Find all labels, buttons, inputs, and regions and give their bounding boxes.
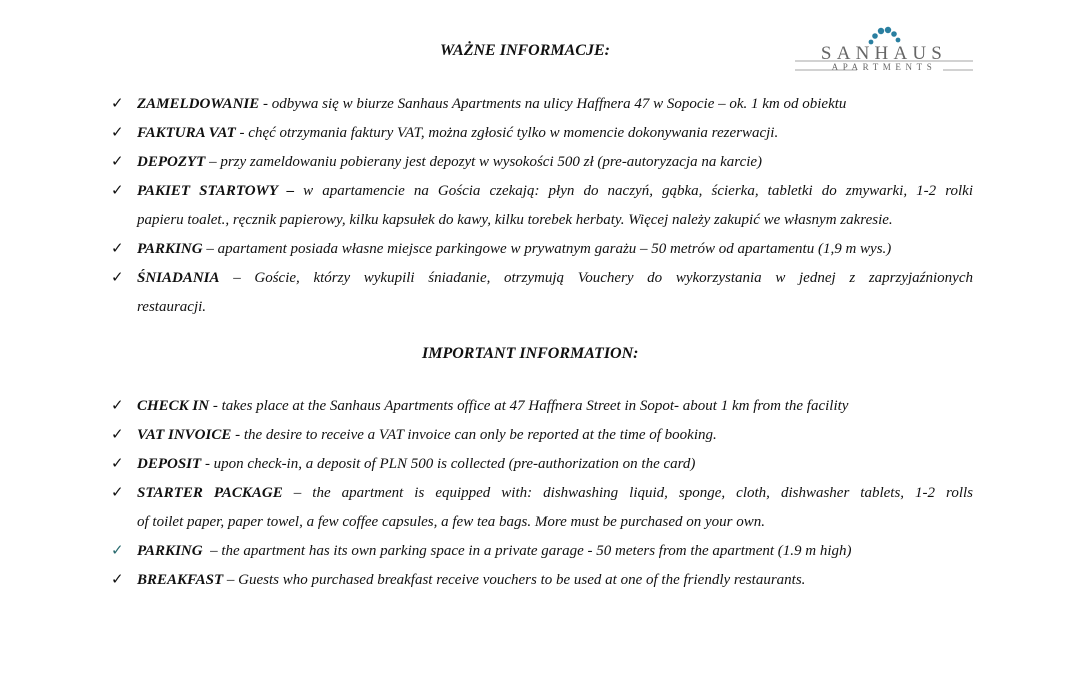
check-icon: ✓ — [111, 398, 124, 414]
item-text: – the apartment is equipped with: dishwashing liquid, sponge, cloth, dishwasher tablets, 1-2 rolls — [282, 485, 974, 501]
item-label: ŚNIADANIA — [137, 270, 220, 286]
list-item — [111, 421, 973, 450]
item-text: – Guests who purchased breakfast receive vouchers to be used at one of the friendly restaurants. — [223, 572, 806, 588]
item-text: - upon check-in, a deposit of PLN 500 is collected (pre-authorization on the card) — [201, 456, 696, 472]
logo-wordmark: SANHAUS — [820, 43, 948, 64]
item-text: – przy zameldowaniu pobierany jest depozyt w wysokości 500 zł (pre-autoryzacja na karcie) — [205, 154, 763, 170]
list-item — [111, 392, 973, 421]
check-icon: ✓ — [111, 543, 124, 559]
list-item — [111, 566, 973, 595]
item-text-continued: papieru toalet., ręcznik papierowy, kilku kapsułek do kawy, kilku torebek herbaty. Więcej należy zakupić we własnym zakresie. — [137, 212, 893, 228]
check-icon: ✓ — [111, 270, 124, 286]
item-label: STARTER PACKAGE — [137, 485, 283, 501]
item-text: – apartament posiada własne miejsce parkingowe w prywatnym garażu – 50 metrów od apartamentu (1,9 m wys.) — [202, 241, 892, 257]
check-icon: ✓ — [111, 154, 124, 170]
item-label: DEPOZYT — [137, 154, 206, 170]
check-icon: ✓ — [111, 183, 124, 199]
item-label: PAKIET STARTOWY – — [137, 183, 295, 199]
item-text: – the apartment has its own parking space in a private garage - 50 meters from the apartment (1.9 m high) — [202, 543, 852, 559]
item-text-continued: restauracji. — [137, 299, 207, 315]
list-item — [111, 537, 973, 566]
item-text: – Goście, którzy wykupili śniadanie, otrzymują Vouchery do wykorzystania w jednej z zaprzyjaźnionych — [219, 270, 973, 286]
item-text: - takes place at the Sanhaus Apartments office at 47 Haffnera Street in Sopot- about 1 km from the facility — [209, 398, 849, 414]
item-text: - odbywa się w biurze Sanhaus Apartments na ulicy Haffnera 47 w Sopocie – ok. 1 km od obiektu — [259, 96, 847, 112]
item-text: w apartamencie na Gościa czekają: płyn do naczyń, gąbka, ścierka, tabletki do zmywarki, 1-2 rolki — [294, 183, 973, 199]
item-label: PARKING — [137, 543, 203, 559]
list-item — [111, 235, 973, 264]
item-label: ZAMELDOWANIE — [137, 96, 260, 112]
item-label: PARKING — [137, 241, 203, 257]
check-icon: ✓ — [111, 572, 124, 588]
list-item — [111, 119, 973, 148]
check-icon: ✓ — [111, 485, 124, 501]
list-item — [111, 90, 973, 119]
check-icon: ✓ — [111, 427, 124, 443]
list-item — [111, 177, 973, 235]
logo-subtitle: APARTMENTS — [831, 62, 937, 72]
item-label: DEPOSIT — [137, 456, 202, 472]
check-icon: ✓ — [111, 96, 124, 112]
item-label: VAT INVOICE — [137, 427, 232, 443]
list-item — [111, 264, 973, 322]
item-text-continued: of toilet paper, paper towel, a few coffee capsules, a few tea bags. More must be purchased on your own. — [137, 514, 765, 530]
polish-title: WAŻNE INFORMACJE: — [440, 42, 610, 59]
item-label: BREAKFAST — [137, 572, 224, 588]
item-text: - the desire to receive a VAT invoice can only be reported at the time of booking. — [231, 427, 717, 443]
check-icon: ✓ — [111, 125, 124, 141]
item-label: FAKTURA VAT — [137, 125, 236, 141]
item-text: - chęć otrzymania faktury VAT, można zgłosić tylko w momencie dokonywania rezerwacji. — [235, 125, 779, 141]
list-item — [111, 148, 973, 177]
check-icon: ✓ — [111, 456, 124, 472]
sanhaus-logo — [795, 26, 973, 76]
list-item — [111, 479, 974, 537]
english-title: IMPORTANT INFORMATION: — [422, 345, 639, 362]
check-icon: ✓ — [111, 241, 124, 257]
list-item — [111, 450, 973, 479]
item-label: CHECK IN — [137, 398, 210, 414]
